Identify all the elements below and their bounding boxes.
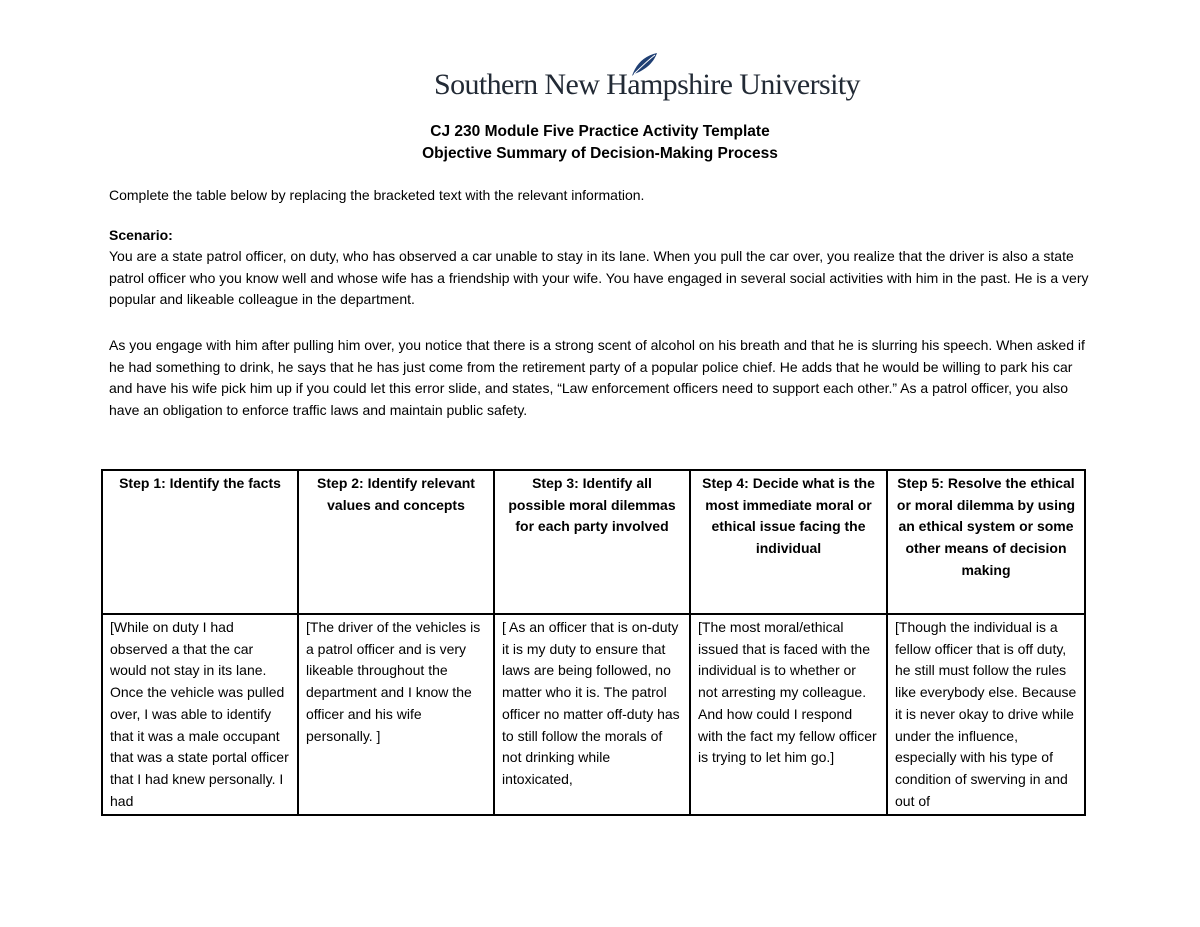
table-header-row <box>102 470 1085 614</box>
table-cell-step-1[interactable] <box>102 614 298 815</box>
cell-text: [While on duty I had observed a that the car would not stay in its lane. Once the vehicle was pulled over, I was able to identify that it was a male occupant that was a state portal officer that I had knew personally. I had <box>110 619 289 809</box>
university-logo <box>434 52 860 104</box>
scenario-paragraph: As you engage with him after pulling him over, you notice that there is a strong scent of alcohol on his breath and that he is slurring his speech. When asked if he had something to drink, he says that he has just come from the retirement party of a popular police chief. He adds that he would be willing to park his car and have his wife pick him up if you could let this error slide, and states, “Law enforcement officers need to support each other.” As a patrol officer, you also have an obligation to enforce traffic laws and maintain public safety. <box>109 337 1085 419</box>
cell-text: [The most moral/ethical issued that is faced with the individual is to whether or not arresting my colleague. And how could I respond with the fact my fellow officer is trying to let him go.] <box>698 619 877 766</box>
cell-text: [ As an officer that is on-duty it is my duty to ensure that laws are being followed, no matter who it is. The patrol officer no matter off-duty has to still follow the morals of not drinking while intoxicated, <box>502 619 680 787</box>
leaf-logo-icon <box>630 52 658 78</box>
cell-text: [The driver of the vehicles is a patrol officer and is very likeable throughout the department and I know the officer and his wife personally. ] <box>306 619 481 744</box>
decision-summary-table <box>101 469 1086 816</box>
document-subtitle: Objective Summary of Decision-Making Process <box>422 145 778 162</box>
table-header-step-5: Step 5: Resolve the ethical or moral dilemma by using an ethical system or some other means of decision making <box>887 470 1085 614</box>
scenario-heading: Scenario: <box>109 227 173 243</box>
table-header-step-2: Step 2: Identify relevant values and concepts <box>298 470 494 614</box>
table-cell-step-4[interactable] <box>690 614 887 815</box>
table-row <box>102 614 1085 815</box>
table-header-step-4: Step 4: Decide what is the most immediate moral or ethical issue facing the individual <box>690 470 887 614</box>
instructions-text: Complete the table below by replacing the bracketed text with the relevant information. <box>109 187 645 203</box>
table-header-step-1: Step 1: Identify the facts <box>102 470 298 614</box>
cell-text: [Though the individual is a fellow officer that is off duty, he still must follow the rules like everybody else. Because it is never okay to drive while under the influence, especially with his type of condition of swerving in and out of <box>895 619 1077 809</box>
university-name: Southern New Hampshire University <box>434 68 860 101</box>
table-cell-step-3[interactable] <box>494 614 690 815</box>
scenario-paragraph: You are a state patrol officer, on duty, who has observed a car unable to stay in its lane. When you pull the car over, you realize that the driver is also a state patrol officer who you know well and whose wife has a friendship with your wife. You have engaged in several social activities with him in the past. He is a very popular and likeable colleague in the department. <box>109 248 1089 308</box>
table-cell-step-5[interactable] <box>887 614 1085 815</box>
table-header-step-3: Step 3: Identify all possible moral dilemmas for each party involved <box>494 470 690 614</box>
document-title-block <box>0 121 1200 165</box>
document-title: CJ 230 Module Five Practice Activity Template <box>430 123 770 140</box>
table-cell-step-2[interactable] <box>298 614 494 815</box>
